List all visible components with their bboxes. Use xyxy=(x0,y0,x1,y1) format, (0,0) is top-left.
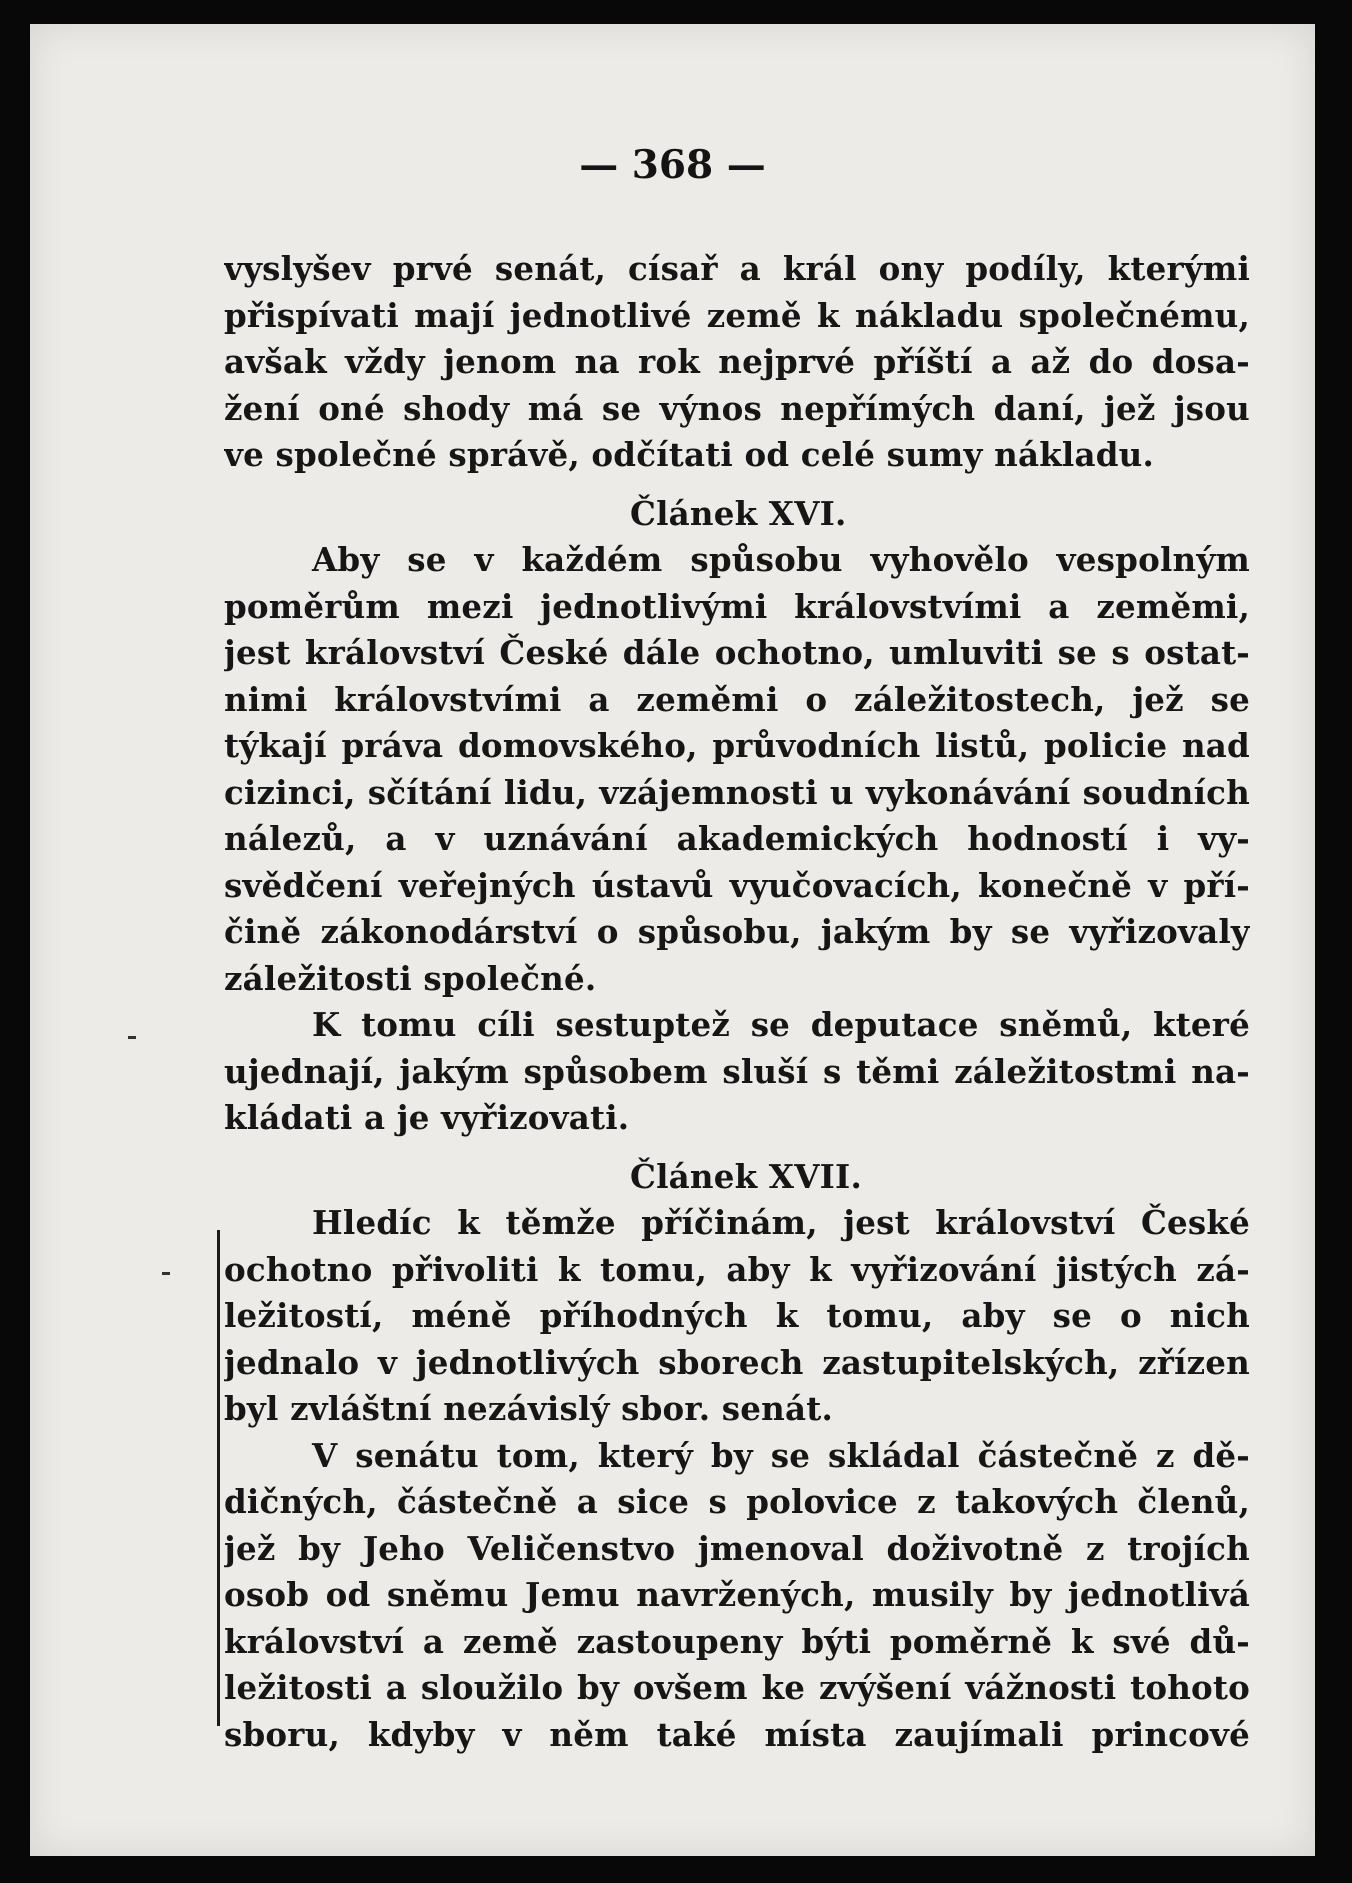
text-line: sboru, kdyby v něm také místa zaujímali princové xyxy=(224,1714,1250,1754)
body-text xyxy=(224,246,1250,1758)
text-line: nálezů, a v uznávání akademických hodností i vy- xyxy=(224,819,1250,858)
text-line: poměrům mezi jednotlivými královstvími a zeměmi, xyxy=(224,586,1250,626)
text-line: přispívati mají jednotlivé země k nákladu společnému, xyxy=(224,295,1250,335)
text-line: jež by Jeho Veličenstvo jmenoval doživotně z trojích xyxy=(224,1528,1250,1568)
text-line: ochotno přivoliti k tomu, aby k vyřizování jistých zá- xyxy=(224,1249,1250,1289)
text-line: království a země zastoupeny býti poměrně k své dů- xyxy=(224,1621,1250,1661)
text-line: dičných, částečně a sice s polovice z takových členů, xyxy=(224,1482,1250,1521)
text-line: Hledíc k těmže příčinám, jest království České xyxy=(312,1203,1250,1242)
text-line: K tomu cíli sestuptež se deputace sněmů, které xyxy=(312,1005,1250,1044)
text-line: jednalo v jednotlivých sborech zastupitelských, zřízen xyxy=(224,1342,1250,1382)
text-line: ležitosti a sloužilo by ovšem ke zvýšení vážnosti tohoto xyxy=(224,1668,1250,1707)
text-line: jest království České dále ochotno, umluviti se s ostat- xyxy=(224,633,1250,672)
text-line: ve společné správě, odčítati od celé sumy nákladu. xyxy=(224,435,1154,474)
text-line: svědčení veřejných ústavů vyučovacích, konečně v pří- xyxy=(224,865,1250,905)
book-page xyxy=(30,24,1315,1856)
margin-mark-line xyxy=(217,1230,220,1726)
text-line: ležitostí, méně příhodných k tomu, aby se o nich xyxy=(224,1296,1250,1335)
text-line: ujednají, jakým spůsobem sluší s těmi záležitostmi na- xyxy=(224,1051,1250,1091)
text-line: nimi královstvími a zeměmi o záležitostech, jež se xyxy=(224,679,1250,719)
text-line: V senátu tom, který by se skládal částečně z dě- xyxy=(312,1435,1250,1475)
margin-tick xyxy=(128,1036,136,1039)
section-heading: Článek XVII. xyxy=(630,1156,862,1196)
text-line: vyslyšev prvé senát, císař a král ony podíly, kterými xyxy=(224,249,1250,288)
text-line: cizinci, sčítání lidu, vzájemnosti u vykonávání soudních xyxy=(224,772,1250,812)
text-line: byl zvláštní nezávislý sbor. senát. xyxy=(224,1389,833,1428)
text-line: záležitosti společné. xyxy=(224,958,597,998)
page-number: — 368 — xyxy=(579,142,766,188)
text-line: týkají práva domovského, průvodních listů, policie nad xyxy=(224,726,1250,765)
text-line: osob od sněmu Jemu navržených, musily by jednotlivá xyxy=(224,1575,1250,1614)
text-line: avšak vždy jenom na rok nejprvé příští a až do dosa- xyxy=(224,342,1250,381)
text-line: žení oné shody má se výnos nepřímých daní, jež jsou xyxy=(224,388,1250,428)
margin-tick xyxy=(162,1272,170,1275)
text-line: čině zákonodárství o spůsobu, jakým by se vyřizovaly xyxy=(224,912,1250,951)
section-heading: Článek XVI. xyxy=(630,493,847,533)
text-line: kládati a je vyřizovati. xyxy=(224,1098,630,1137)
text-line: Aby se v každém spůsobu vyhovělo vespolným xyxy=(312,540,1250,579)
